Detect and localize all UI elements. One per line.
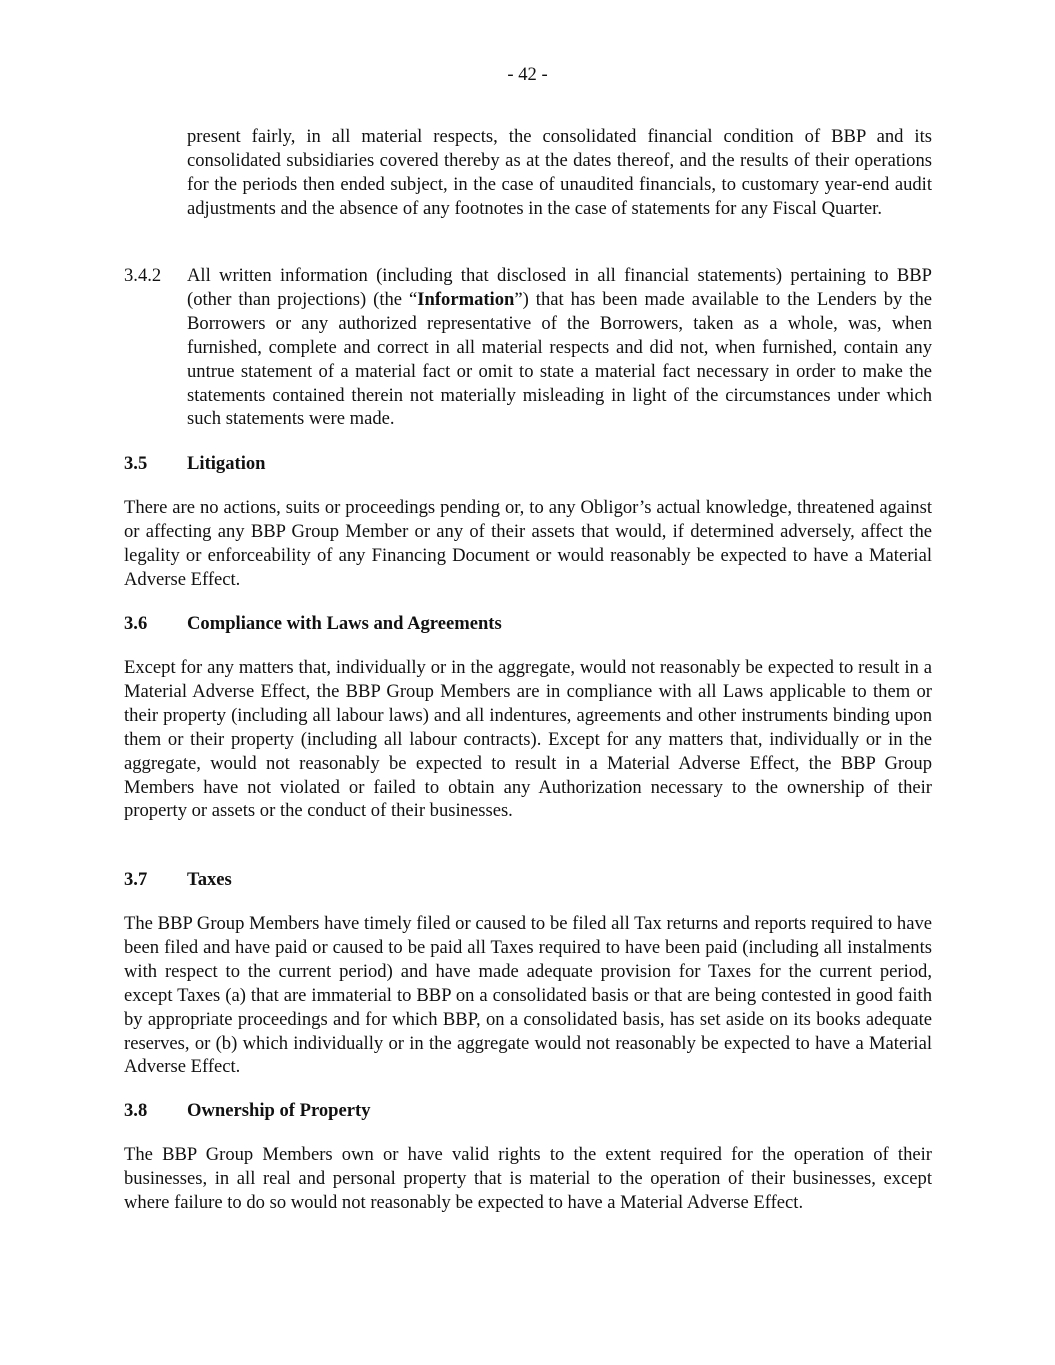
item-3-4-2-text-before: All written information (including that disclosed in all financial statements) pertaining to BBP (other than projections) (the “ xyxy=(187,265,932,310)
section-number: 3.8 xyxy=(124,1100,148,1121)
section-title: Compliance with Laws and Agreements xyxy=(187,613,502,634)
item-3-4-2-text xyxy=(187,264,932,431)
section-body-compliance: Except for any matters that, individually or in the aggregate, would not reasonably be expected to result in a Material Adverse Effect, the BBP Group Members are in compliance with all Laws applicable to them or their property (including all labour laws) and all indentures, agreements and other instruments binding upon them or their property (including all labour contracts). Except for any matters that, individually or in the aggregate, would not reasonably be expected to result in a Material Adverse Effect, the BBP Group Members have not violated or failed to obtain any Authorization necessary to the ownership of their property or assets or the conduct of their businesses. xyxy=(124,657,932,822)
section-number: 3.6 xyxy=(124,613,148,634)
section-title: Ownership of Property xyxy=(187,1100,371,1121)
section-number: 3.7 xyxy=(124,869,148,890)
section-title: Litigation xyxy=(187,453,266,474)
section-body-taxes: The BBP Group Members have timely filed or caused to be filed all Tax returns and reports required to have been filed and have paid or caused to be paid all Taxes required to have been paid (including all instalments with respect to the current period) and have made adequate provision for Taxes for the current period, except Taxes (a) that are immaterial to BBP on a consolidated basis or that are being contested in good faith by appropriate proceedings and for which BBP, on a consolidated basis, has set aside on its books adequate reserves, or (b) which individually or in the aggregate would not reasonably be expected to have a Material Adverse Effect. xyxy=(124,913,932,1078)
section-title: Taxes xyxy=(187,869,232,890)
page-number: - 42 - xyxy=(507,64,548,85)
continuation-paragraph: present fairly, in all material respects, the consolidated financial condition of BBP and its consolidated subsidiaries covered thereby as at the dates thereof, and the results of their operations for the periods then ended subject, in the case of unaudited financials, to customary year-end audit adjustments and the absence of any footnotes in the case of statements for any Fiscal Quarter. xyxy=(187,126,932,219)
section-body-ownership: The BBP Group Members own or have valid rights to the extent required for the operation of their businesses, in all real and personal property that is material to the operation of their businesses, except where failure to do so would not reasonably be expected to have a Material Adverse Effect. xyxy=(124,1144,932,1213)
section-body-litigation: There are no actions, suits or proceedings pending or, to any Obligor’s actual knowledge, threatened against or affecting any BBP Group Member or any of their assets that would, if determined adversely, affect the legality or enforceability of any Financing Document or would reasonably be expected to have a Material Adverse Effect. xyxy=(124,497,932,590)
defined-term-information: Information xyxy=(417,288,515,310)
section-number: 3.5 xyxy=(124,453,148,474)
item-number-3-4-2: 3.4.2 xyxy=(124,265,162,286)
item-3-4-2-text-after: ”) that has been made available to the Lenders by the Borrowers or any authorized representative of the Borrowers, taken as a whole, was, when furnished, complete and correct in all material respects and did not, when furnished, contain any untrue statement of a material fact or omit to state a material fact necessary in order to make the statements contained therein not materially misleading in light of the circumstances under which such statements were made. xyxy=(187,288,933,430)
